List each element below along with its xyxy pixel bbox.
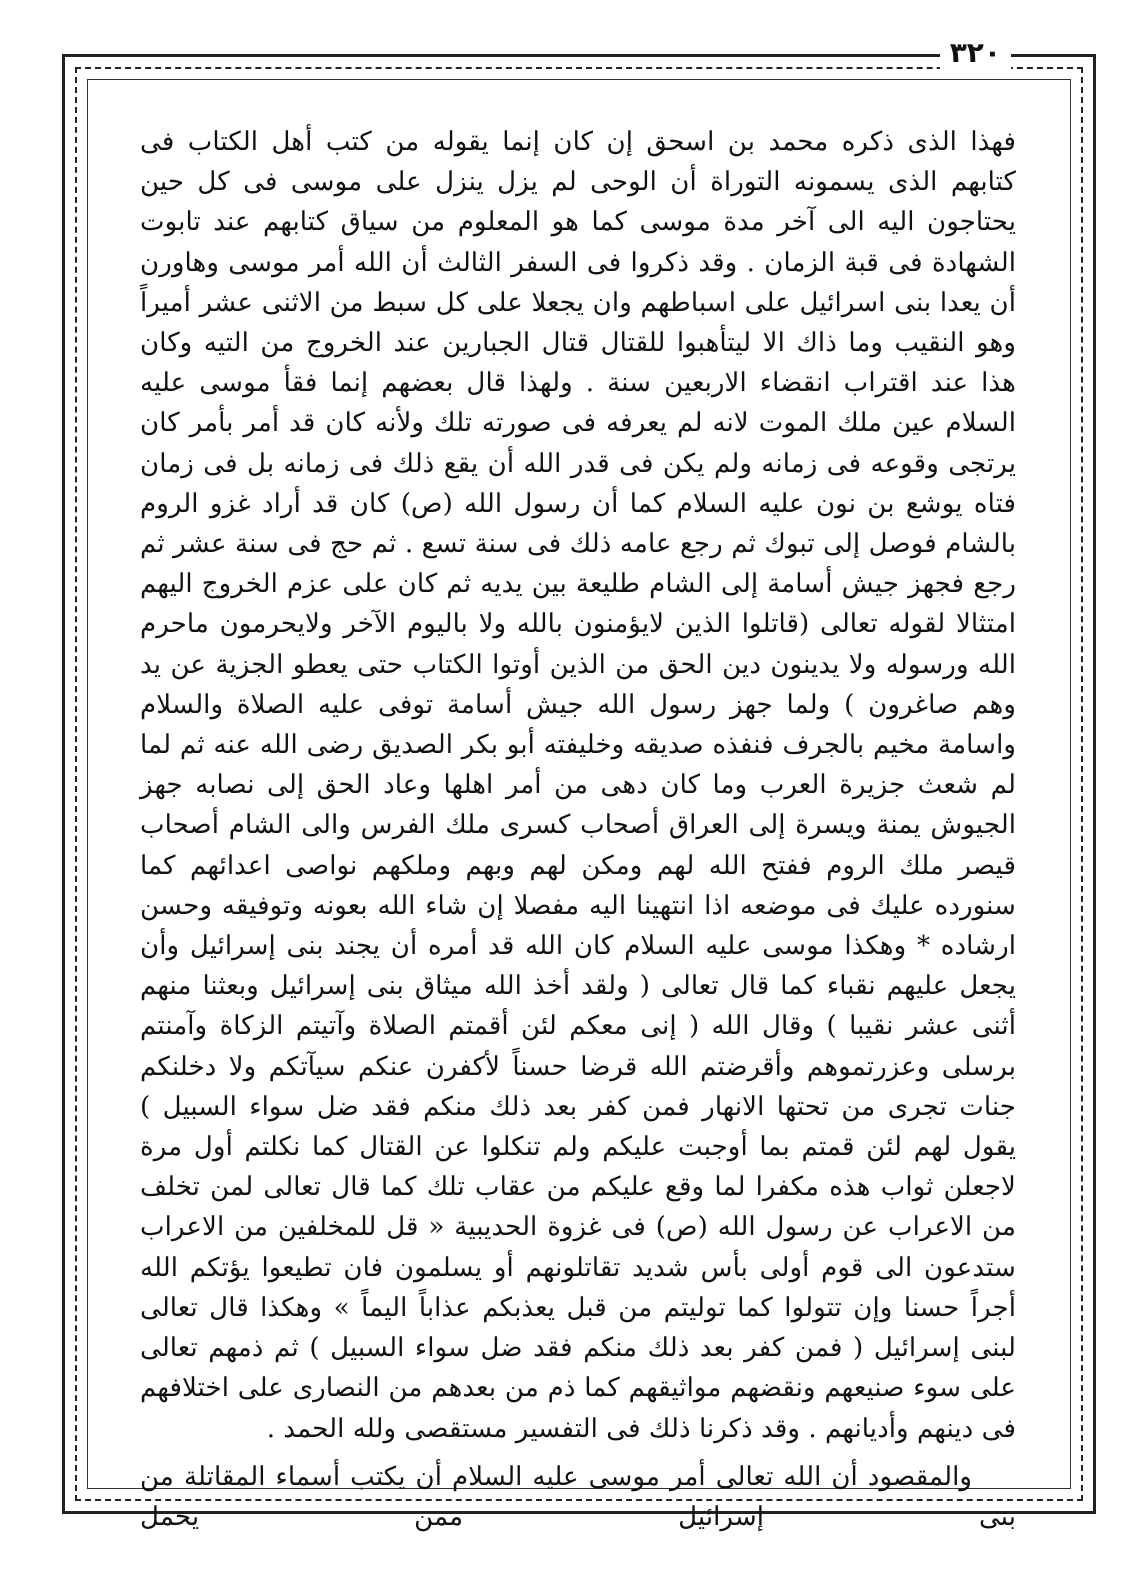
page-number: ٣٢٠ [940, 36, 1011, 69]
paragraph-1: فهذا الذى ذكره محمد بن اسحق إن كان إنما يقوله من كتب أهل الكتاب فى كتابهم الذى يسمونه التوراة أن الوحى لم يزل ينزل على موسى فى كل حين يحتاجون اليه الى آخر مدة موسى كما هو المعلوم من سياق كتابهم عند تابوت الشهادة فى قبة الزمان . وقد ذكروا فى السفر الثالث أن الله أمر موسى وهاورن أن يعدا بنى اسرائيل على اسباطهم وان يجعلا على كل سبط من الاثنى عشر أميراً وهو النقيب وما ذاك الا ليتأهبوا للقتال قتال الجبارين عند الخروج من التيه وكان هذا عند اقتراب انقضاء الاربعين سنة . ولهذا قال بعضهم إنما فقأ موسى عليه السلام عين ملك الموت لانه لم يعرفه فى صورته تلك ولأنه كان قد أمر بأمر كان يرتجى وقوعه فى زمانه ولم يكن فى قدر الله أن يقع ذلك فى زمانه بل فى زمان فتاه يوشع بن نون عليه السلام كما أن رسول الله (ص) كان قد أراد غزو الروم بالشام فوصل إلى تبوك ثم رجع عامه ذلك فى سنة تسع . ثم حج فى سنة عشر ثم رجع فجهز جيش أسامة إلى الشام طليعة بين يديه ثم كان على عزم الخروج اليهم امتثالا لقوله تعالى (قاتلوا الذين لايؤمنون بالله ولا باليوم الآخر ولايحرمون ماحرم الله ورسوله ولا يدينون دين الحق من الذين أوتوا الكتاب حتى يعطو الجزية عن يد وهم صاغرون ) ولما جهز رسول الله جيش أسامة توفى عليه الصلاة والسلام واسامة مخيم بالجرف فنفذه صديقه وخليفته أبو بكر الصديق رضى الله عنه ثم لما لم شعث جزيرة العرب وما كان دهى من أمر اهلها وعاد الحق إلى نصابه جهز الجيوش يمنة ويسرة إلى العراق أصحاب كسرى ملك الفرس والى الشام أصحاب قيصر ملك الروم ففتح الله لهم ومكن لهم وبهم وملكهم نواصى اعدائهم كما سنورده عليك فى موضعه اذا انتهينا اليه مفصلا إن شاء الله بعونه وتوفيقه وحسن ارشاده * وهكذا موسى عليه السلام كان الله قد أمره أن يجند بنى إسرائيل وأن يجعل عليهم نقباء كما قال تعالى ( ولقد أخذ الله ميثاق بنى إسرائيل وبعثنا منهم أثنى عشر نقيبا ) وقال الله ( إنى معكم لئن أقمتم الصلاة وآتيتم الزكاة وآمنتم برسلى وعزرتموهم وأقرضتم الله قرضا حسناً لأكفرن عنكم سيآتكم ولا دخلنكم جنات تجرى من تحتها الانهار فمن كفر بعد ذلك منكم فقد ضل سواء السبيل ) يقول لهم لئن قمتم بما أوجبت عليكم ولم تنكلوا عن القتال كما نكلتم أول مرة لاجعلن ثواب هذه مكفرا لما وقع عليكم من عقاب تلك كما قال تعالى لمن تخلف من الاعراب عن رسول الله (ص) فى غزوة الحديبية « قل للمخلفين من الاعراب ستدعون الى قوم أولى بأس شديد تقاتلونهم أو يسلمون فان تطيعوا يؤتكم الله أجراً حسنا وإن تتولوا كما توليتم من قبل يعذبكم عذاباً اليماً » وهكذا قال تعالى لبنى إسرائيل ( فمن كفر بعد ذلك منكم فقد ضل سواء السبيل ) ثم ذمهم تعالى على سوء صنيعهم ونقضهم مواثيقهم كما ذم من بعدهم من النصارى على اختلافهم فى دينهم وأديانهم . وقد ذكرنا ذلك فى التفسير مستقصى ولله الحمد . [140, 127, 1016, 1444]
body-text [140, 122, 1016, 1532]
paragraph-2: والمقصود أن الله تعالى أمر موسى عليه السلام أن يكتب أسماء المقاتلة من بنى إسرائيل ممن يحمل [140, 1461, 1016, 1532]
